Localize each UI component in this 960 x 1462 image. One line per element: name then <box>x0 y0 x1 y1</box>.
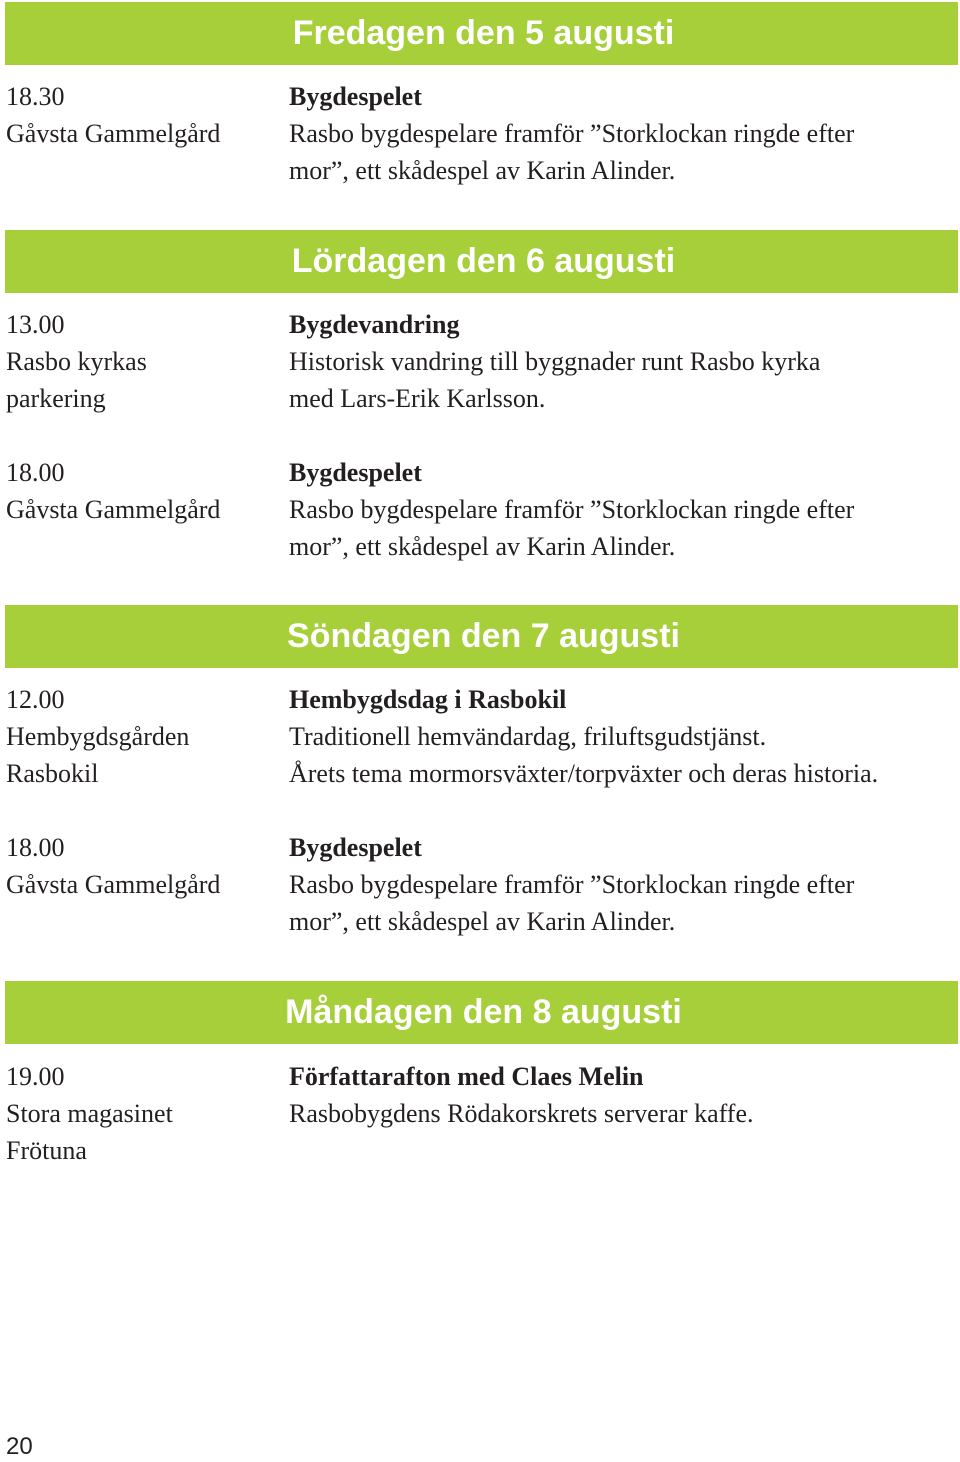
event-time: 18.00 <box>6 833 65 862</box>
event-meta <box>6 454 281 528</box>
day-heading-mandag: Måndagen den 8 augusti <box>5 981 958 1044</box>
event-place: Gåvsta Gammelgård <box>6 870 221 899</box>
event-place: parkering <box>6 384 106 413</box>
event-description: mor”, ett skådespel av Karin Alinder. <box>289 907 676 936</box>
event-place: Gåvsta Gammelgård <box>6 119 221 148</box>
event-time: 18.30 <box>6 82 65 111</box>
event-title: Bygdespelet <box>289 833 422 862</box>
day-heading-sondag: Söndagen den 7 augusti <box>5 605 958 668</box>
event-description: Historisk vandring till byggnader runt Rasbo kyrka <box>289 347 821 376</box>
event-description: Rasbobygdens Rödakorskrets serverar kaffe. <box>289 1099 754 1128</box>
event-meta <box>6 306 281 417</box>
event-description: mor”, ett skådespel av Karin Alinder. <box>289 532 676 561</box>
event-time: 19.00 <box>6 1062 65 1091</box>
event-title: Bygdevandring <box>289 310 460 339</box>
event-title: Hembygdsdag i Rasbokil <box>289 685 567 714</box>
event-time: 13.00 <box>6 310 65 339</box>
event-place: Stora magasinet <box>6 1099 173 1128</box>
event-place: Rasbokil <box>6 759 99 788</box>
event-meta <box>6 1058 281 1169</box>
day-heading-fredag: Fredagen den 5 augusti <box>5 2 958 65</box>
event-details <box>289 681 949 792</box>
event-description: Rasbo bygdespelare framför ”Storklockan ringde efter <box>289 870 855 899</box>
event-description: Rasbo bygdespelare framför ”Storklockan ringde efter <box>289 495 855 524</box>
event-description: Rasbo bygdespelare framför ”Storklockan ringde efter <box>289 119 855 148</box>
event-details <box>289 829 949 940</box>
event-details <box>289 78 949 189</box>
event-description: med Lars-Erik Karlsson. <box>289 384 546 413</box>
event-place: Frötuna <box>6 1136 87 1165</box>
event-place: Rasbo kyrkas <box>6 347 147 376</box>
event-details <box>289 306 949 417</box>
event-title: Bygdespelet <box>289 458 422 487</box>
event-meta <box>6 829 281 903</box>
event-place: Gåvsta Gammelgård <box>6 495 221 524</box>
event-meta <box>6 681 281 792</box>
event-title: Författarafton med Claes Melin <box>289 1062 644 1091</box>
event-title: Bygdespelet <box>289 82 422 111</box>
event-place: Hembygdsgården <box>6 722 190 751</box>
event-description: Årets tema mormorsväxter/torpväxter och deras historia. <box>289 759 879 788</box>
event-details <box>289 1058 949 1132</box>
day-heading-lordag: Lördagen den 6 augusti <box>5 230 958 293</box>
event-time: 12.00 <box>6 685 65 714</box>
event-description: mor”, ett skådespel av Karin Alinder. <box>289 156 676 185</box>
event-meta <box>6 78 281 152</box>
event-details <box>289 454 949 565</box>
event-time: 18.00 <box>6 458 65 487</box>
event-description: Traditionell hemvändardag, friluftsgudstjänst. <box>289 722 767 751</box>
page-number: 20 <box>6 1433 33 1460</box>
